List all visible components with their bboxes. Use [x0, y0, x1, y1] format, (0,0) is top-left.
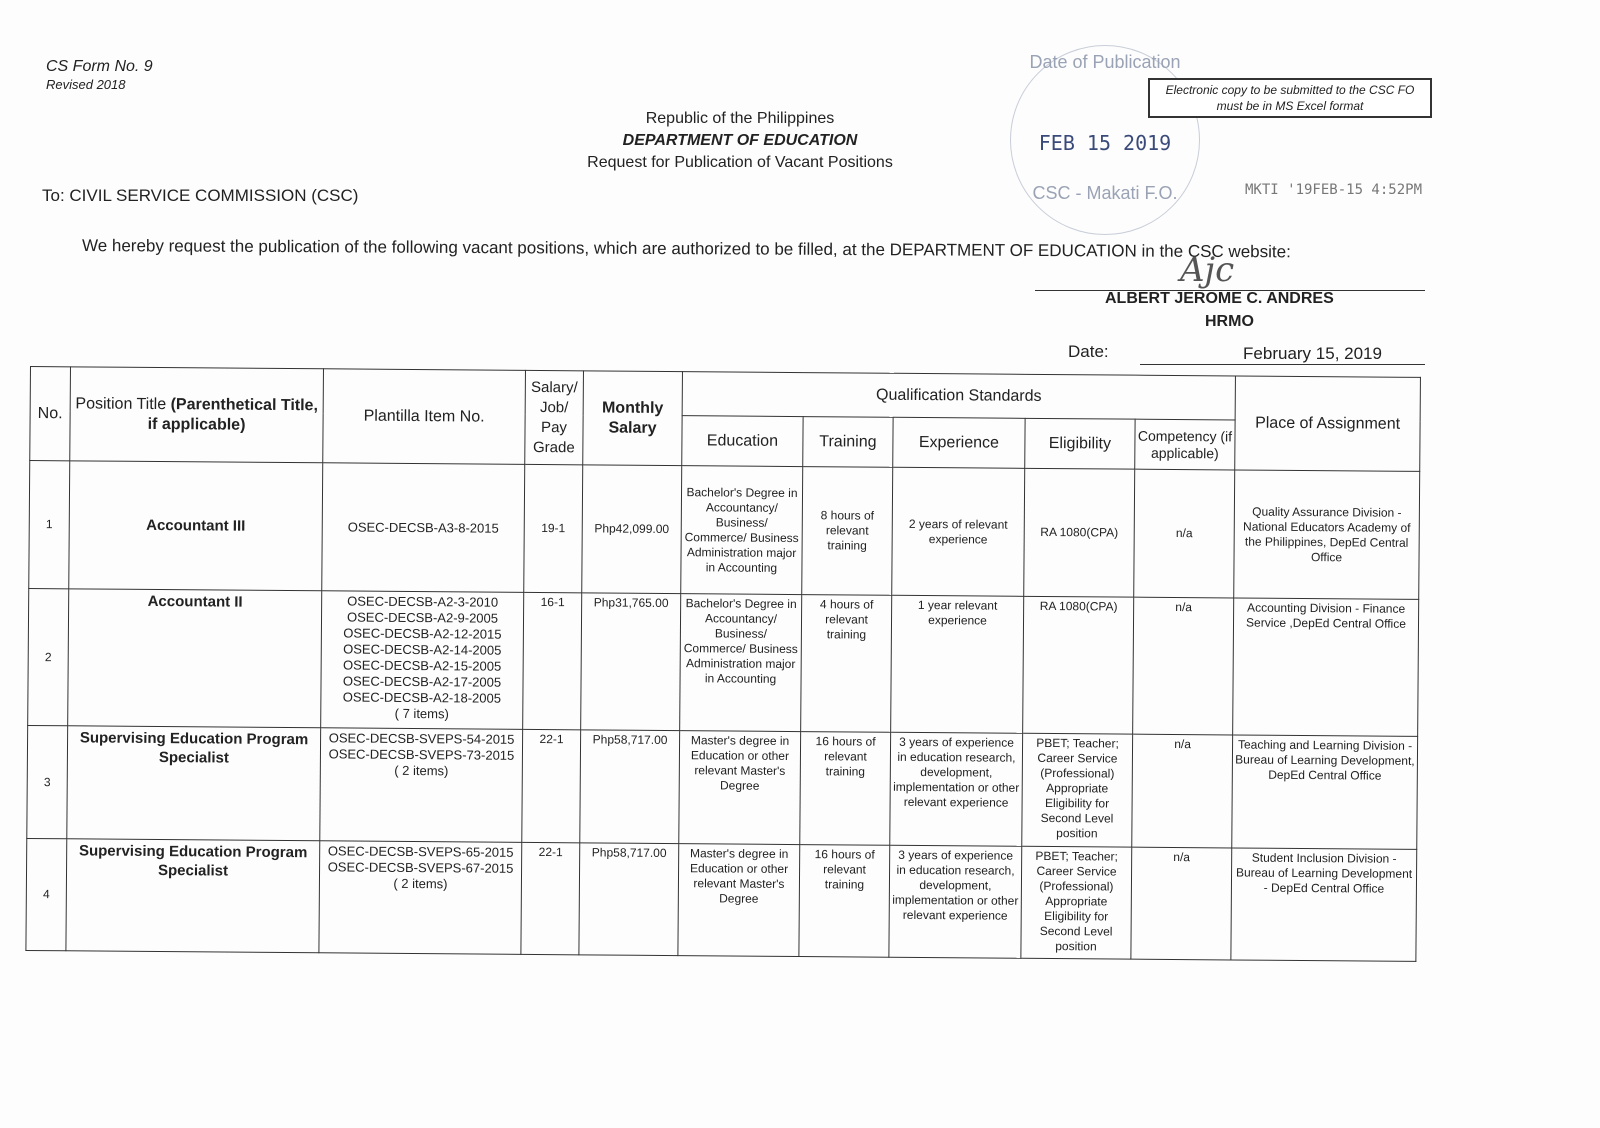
department-name: DEPARTMENT OF EDUCATION [622, 132, 858, 149]
cell-experience: 3 years of experience in education research, development, implementation or other relevant experience [889, 845, 1022, 958]
received-stamp [1010, 45, 1200, 235]
header-place: Place of Assignment [1235, 376, 1421, 471]
cell-salary: Php42,099.00 [582, 465, 682, 594]
receipt-timestamp: MKTI '19FEB-15 4:52PM [1245, 182, 1423, 198]
header-position-note: (Parenthetical Title, if applicable) [147, 395, 319, 434]
form-number [46, 58, 153, 94]
cell-competency: n/a [1132, 734, 1233, 848]
header-eligibility: Eligibility [1025, 418, 1135, 469]
cell-competency: n/a [1131, 847, 1232, 960]
cell-eligibility: PBET; Teacher; Career Service (Professional) Appropriate Eligibility for Second Level position [1021, 846, 1132, 959]
cell-competency: n/a [1134, 469, 1235, 598]
cell-eligibility: RA 1080(CPA) [1024, 468, 1135, 597]
cell-education: Bachelor's Degree in Accountancy/ Business/ Commerce/ Business Administration major in Accounting [681, 466, 803, 595]
table-row [26, 838, 1417, 961]
addressee: To: CIVIL SERVICE COMMISSION (CSC) [42, 186, 359, 205]
cell-plantilla: OSEC-DECSB-SVEPS-54-2015 OSEC-DECSB-SVEPS-73-2015 ( 2 items) [320, 728, 523, 843]
vacancy-table [25, 366, 1421, 962]
request-statement: We hereby request the publication of the following vacant positions, which are authorized to be filled, at the DEPARTMENT OF EDUCATION in the CSC website: [81, 236, 1291, 262]
cell-education: Master's degree in Education or other relevant Master's Degree [678, 844, 800, 957]
cell-salary: Php58,717.00 [580, 730, 680, 844]
table-row [28, 588, 1419, 736]
cell-plantilla: OSEC-DECSB-A3-8-2015 [322, 463, 525, 593]
header-competency: Competency (if applicable) [1135, 419, 1235, 470]
cell-position: Supervising Education Program Specialist [66, 839, 320, 953]
header-training: Training [803, 417, 893, 468]
cell-eligibility: RA 1080(CPA) [1023, 596, 1134, 734]
cell-training: 8 hours of relevant training [802, 467, 893, 596]
cell-grade: 22-1 [521, 842, 580, 954]
cell-position: Supervising Education Program Specialist [67, 726, 321, 841]
cell-eligibility: PBET; Teacher; Career Service (Professional) Appropriate Eligibility for Second Level position [1022, 733, 1133, 847]
form-revised: Revised 2018 [46, 77, 126, 92]
table-row [29, 461, 1420, 600]
cell-position: Accountant II [68, 589, 322, 728]
cell-no: 3 [27, 725, 68, 838]
header-no: No. [30, 367, 71, 461]
table-row [27, 725, 1418, 849]
cell-salary: Php58,717.00 [579, 843, 679, 956]
cell-place: Student Inclusion Division - Bureau of Learning Development - DepEd Central Office [1231, 848, 1417, 961]
cell-grade: 19-1 [524, 464, 583, 592]
cell-training: 16 hours of relevant training [800, 732, 891, 846]
form-number-text: CS Form No. 9 [46, 58, 153, 75]
cell-no: 1 [29, 461, 70, 589]
cell-plantilla: OSEC-DECSB-SVEPS-65-2015 OSEC-DECSB-SVEPS-67-2015 ( 2 items) [319, 841, 522, 955]
stamp-office: CSC - Makati F.O. [1032, 183, 1178, 203]
cell-salary: Php31,765.00 [581, 593, 681, 731]
cell-training: 4 hours of relevant training [801, 595, 892, 733]
cell-plantilla: OSEC-DECSB-A2-3-2010 OSEC-DECSB-A2-9-2005 OSEC-DECSB-A2-12-2015 OSEC-DECSB-A2-14-2005 OSEC-DECSB-A2-15-2005 OSEC-DECSB-A2-17-2005 OSEC-DECSB-A2-18-2005 ( 7 items) [321, 591, 524, 730]
header-experience: Experience [893, 417, 1025, 468]
signatory-name: ALBERT JEROME C. ANDRES [1105, 290, 1334, 307]
cell-experience: 2 years of relevant experience [892, 467, 1025, 596]
date-label: Date: [1068, 342, 1109, 361]
header-plantilla: Plantilla Item No. [323, 369, 526, 465]
cell-grade: 16-1 [523, 592, 582, 729]
cell-experience: 1 year relevant experience [891, 595, 1024, 733]
excel-notice [1148, 78, 1432, 118]
cell-training: 16 hours of relevant training [799, 845, 890, 958]
cell-no: 2 [28, 588, 69, 725]
cell-place: Accounting Division - Finance Service ,DepEd Central Office [1233, 598, 1419, 736]
header-education: Education [682, 416, 803, 467]
header-position-text: Position Title [75, 394, 167, 413]
cell-education: Master's degree in Education or other relevant Master's Degree [679, 731, 801, 845]
document-title: Request for Publication of Vacant Positions [587, 154, 893, 171]
notice-line1: Electronic copy to be submitted to the CSC FO [1165, 83, 1415, 97]
header-salary: Monthly Salary [583, 371, 683, 466]
notice-line2: must be in MS Excel format [1216, 99, 1364, 113]
document-header [540, 108, 940, 174]
republic-label: Republic of the Philippines [645, 110, 835, 127]
header-qualification-standards: Qualification Standards [682, 372, 1235, 420]
cell-place: Quality Assurance Division - National Educators Academy of the Philippines, DepEd Central Office [1234, 470, 1420, 599]
header-position [70, 367, 324, 463]
cell-grade: 22-1 [522, 729, 581, 842]
cell-place: Teaching and Learning Division - Bureau of Learning Development, DepEd Central Office [1232, 735, 1418, 849]
signature-mark: Ajc [1180, 250, 1235, 290]
stamp-date: FEB 15 2019 [1038, 131, 1172, 155]
stamp-label: Date of Publication [1029, 52, 1181, 72]
date-value: February 15, 2019 [1140, 344, 1425, 365]
cell-experience: 3 years of experience in education research, development, implementation or other relevant experience [890, 732, 1023, 846]
header-grade: Salary/ Job/ Pay Grade [525, 370, 584, 464]
cell-education: Bachelor's Degree in Accountancy/ Business/ Commerce/ Business Administration major in Accounting [680, 594, 802, 732]
signatory-role: HRMO [1205, 313, 1254, 330]
cell-no: 4 [26, 838, 67, 950]
cell-position: Accountant III [69, 461, 323, 591]
cell-competency: n/a [1133, 597, 1234, 735]
